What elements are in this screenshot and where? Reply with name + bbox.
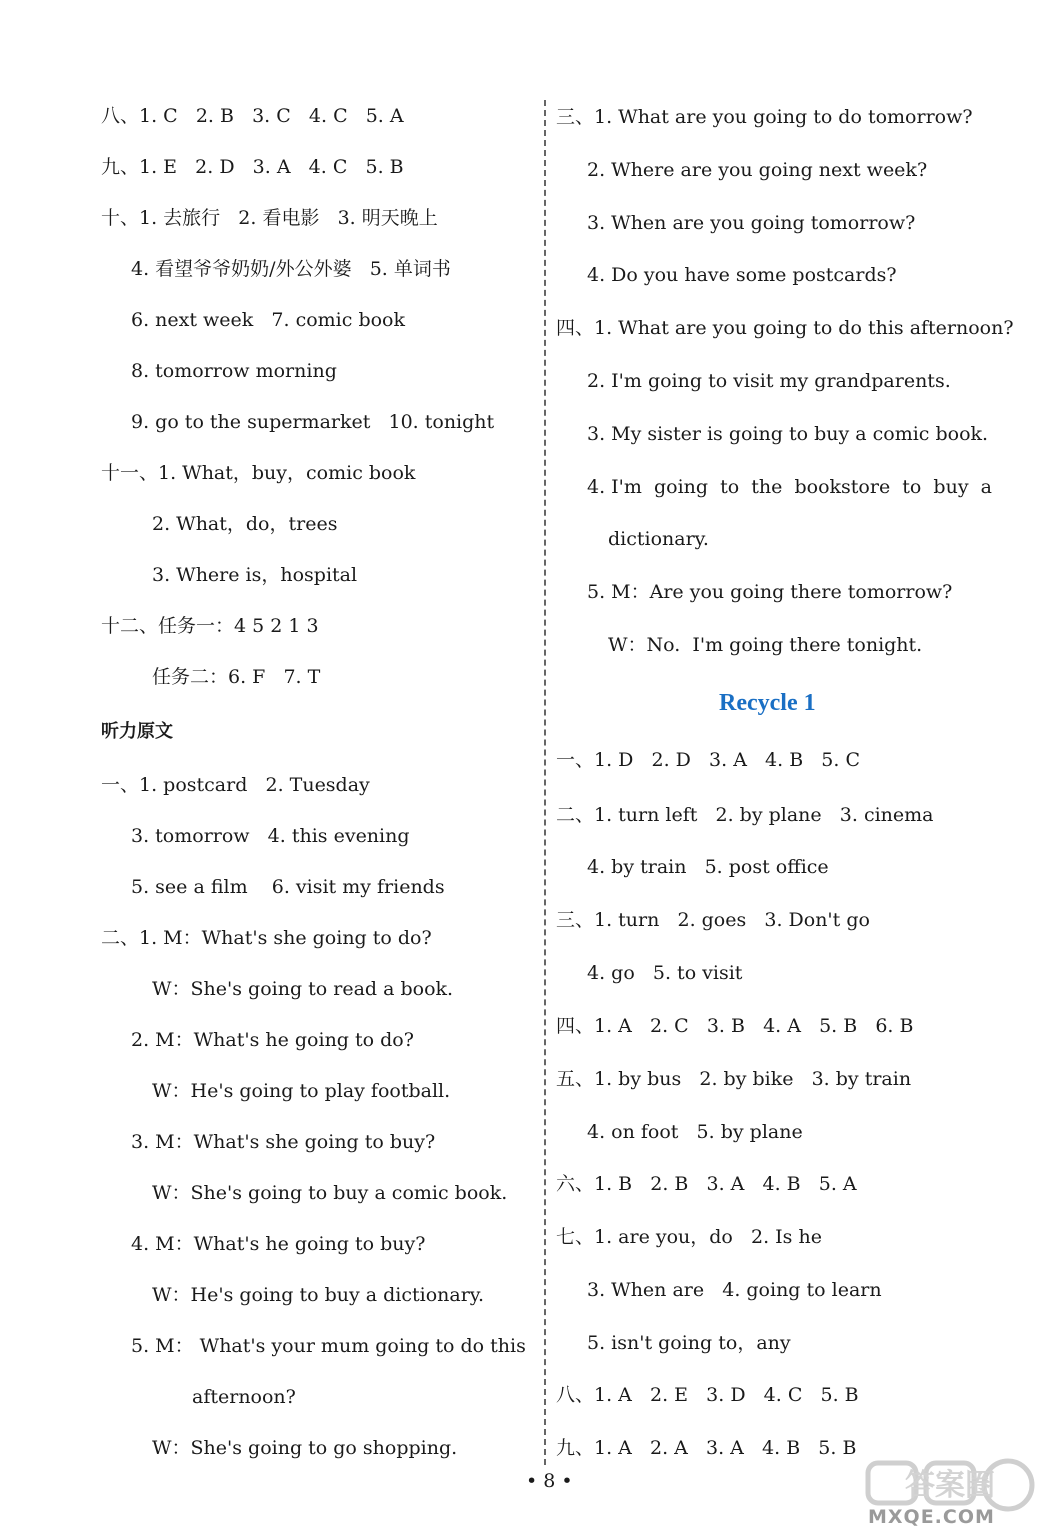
left-column-line: 十一、1. What，buy，comic book (101, 462, 416, 484)
left-column-line: W：He's going to play football. (152, 1080, 451, 1102)
right-column-line: 4. by train 5. post office (587, 856, 829, 878)
right-column-line: W：No. I'm going there tonight. (608, 634, 923, 656)
left-column-line: 4. M：What's he going to buy? (131, 1233, 426, 1255)
page-number: • 8 • (526, 1470, 573, 1492)
right-column-line: 二、1. turn left 2. by plane 3. cinema (556, 804, 934, 826)
right-column-line: 四、1. A 2. C 3. B 4. A 5. B 6. B (556, 1015, 914, 1037)
listening-transcript-heading: 听力原文 (101, 721, 173, 742)
left-column-line: 任务二：6. F 7. T (152, 666, 321, 688)
left-column-line: 3. Where is，hospital (152, 564, 358, 586)
right-column-line: 5. isn't going to，any (587, 1332, 791, 1354)
right-column-line: 2. Where are you going next week? (587, 159, 928, 181)
right-column-line: 3. When are you going tomorrow? (587, 212, 916, 234)
left-column-line: 2. M：What's he going to do? (131, 1029, 414, 1051)
watermark-logo-text: 答案圈 (905, 1468, 995, 1503)
column-divider (544, 100, 546, 1465)
right-column-line: 三、1. turn 2. goes 3. Don't go (556, 909, 870, 931)
left-column-line: 8. tomorrow morning (131, 360, 337, 382)
left-column-line: afternoon? (192, 1386, 296, 1408)
right-column-line: 六、1. B 2. B 3. A 4. B 5. A (556, 1173, 857, 1195)
right-column-line: 一、1. D 2. D 3. A 4. B 5. C (556, 749, 861, 771)
left-column-line: 3. M：What's she going to buy? (131, 1131, 436, 1153)
left-column-line: 5. M： What's your mum going to do this (131, 1335, 526, 1357)
right-column-line: 3. My sister is going to buy a comic book. (587, 423, 989, 445)
left-column-line: 9. go to the supermarket 10. tonight (131, 411, 495, 433)
right-column-line: 5. M：Are you going there tomorrow? (587, 581, 953, 603)
left-column-line: 2. What，do，trees (152, 513, 338, 535)
right-column-line: 4. Do you have some postcards? (587, 264, 897, 286)
left-column-line: 二、1. M：What's she going to do? (101, 927, 432, 949)
right-column-line: 九、1. A 2. A 3. A 4. B 5. B (556, 1437, 857, 1459)
right-column-line: 4. go 5. to visit (587, 962, 743, 984)
right-column-line: 四、1. What are you going to do this afternoon? (556, 317, 1014, 339)
left-column-line: 6. next week 7. comic book (131, 309, 405, 331)
right-column-line: 五、1. by bus 2. by bike 3. by train (556, 1068, 912, 1090)
left-column-line: 十二、任务一：4 5 2 1 3 (101, 615, 319, 637)
left-column-line: 八、1. C 2. B 3. C 4. C 5. A (101, 105, 404, 127)
right-column-line: 2. I'm going to visit my grandparents. (587, 370, 951, 392)
left-column-line: 一、1. postcard 2. Tuesday (101, 774, 370, 796)
left-column-line: 九、1. E 2. D 3. A 4. C 5. B (101, 156, 404, 178)
right-column-line: 4. on foot 5. by plane (587, 1121, 803, 1143)
left-column-line: 5. see a film 6. visit my friends (131, 876, 445, 898)
left-column-line: W：She's going to buy a comic book. (152, 1182, 508, 1204)
right-column-line: 八、1. A 2. E 3. D 4. C 5. B (556, 1384, 859, 1406)
right-column-line: 3. When are 4. going to learn (587, 1279, 882, 1301)
right-column-line: dictionary. (608, 528, 709, 550)
watermark-url: MXQE.COM (868, 1506, 995, 1528)
left-column-line: 4. 看望爷爷奶奶/外公外婆 5. 单词书 (131, 258, 451, 280)
recycle-heading: Recycle 1 (719, 690, 816, 716)
right-column-line: 三、1. What are you going to do tomorrow? (556, 106, 973, 128)
left-column-line: W：She's going to go shopping. (152, 1437, 458, 1459)
left-column-line: W：She's going to read a book. (152, 978, 454, 1000)
left-column-line: W：He's going to buy a dictionary. (152, 1284, 485, 1306)
right-column-line: 4. I'm going to the bookstore to buy a (587, 476, 992, 498)
left-column-line: 3. tomorrow 4. this evening (131, 825, 410, 847)
right-column-line: 七、1. are you，do 2. Is he (556, 1226, 822, 1248)
left-column-line: 十、1. 去旅行 2. 看电影 3. 明天晚上 (101, 207, 438, 229)
